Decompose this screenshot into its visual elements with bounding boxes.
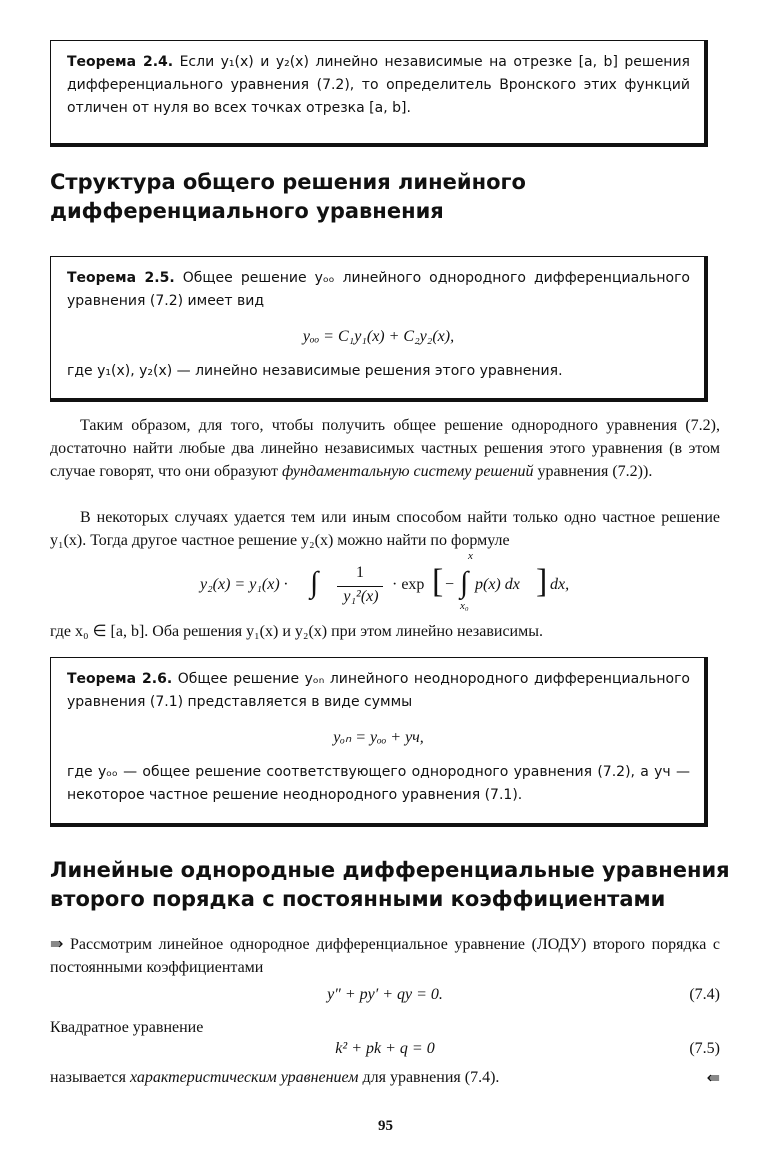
theorem-title: Теорема 2.5. (67, 270, 175, 286)
bracket-left: [ (432, 563, 444, 600)
start-arrow-icon: ⇛ (50, 934, 64, 953)
integral-sign: ∫ (310, 566, 319, 599)
theorem-formula: yₒₙ = yₒₒ + yч, (333, 729, 424, 746)
section-heading: Структура общего решения линейного дифференциального уравнения (50, 170, 526, 223)
fraction-denominator: y₁²(x) (343, 588, 379, 605)
paragraph-text: Рассмотрим линейное однородное дифференциальное уравнение (ЛОДУ) второго порядка с постоянными коэффициентами (50, 936, 721, 976)
lower-limit: x₀ (460, 600, 469, 612)
upper-limit: x (468, 550, 473, 562)
paragraph (50, 414, 720, 483)
exp-label: · exp (392, 576, 425, 593)
paragraph-text: для уравнения (7.4). (358, 1069, 500, 1086)
page-number: 95 (378, 1118, 393, 1134)
fraction-bar (337, 586, 383, 587)
section-heading: Линейные однородные дифференциальные уравнения второго порядка с постоянными коэффициентами (50, 858, 730, 911)
inner-integrand: p(x) dx (475, 576, 520, 593)
theorem-2-5-box (50, 256, 708, 402)
equation-number: (7.5) (689, 1040, 720, 1057)
italic-term: характеристическим уравнением (129, 1069, 359, 1086)
equation-formula: y″ + py′ + qy = 0. (327, 986, 443, 1003)
theorem-text-after: где yₒₒ — общее решение соответствующего однородного уравнения (7.2), а yч — некоторое частное решение неоднородного уравнения (7.1). (67, 764, 690, 803)
integral-sign: ∫ (460, 566, 469, 599)
paragraph: Квадратное уравнение (50, 1019, 204, 1036)
theorem-formula: yₒₒ = C₁y₁(x) + C₂y₂(x), (302, 328, 455, 345)
formula-lhs: y₂(x) = y₁(x) · (200, 576, 288, 593)
formula-tail: dx, (550, 576, 570, 593)
theorem-text: Если y₁(x) и y₂(x) линейно независимые на отрезке [a, b] решения дифференциального уравнения (7.2), то определитель Вронского этих функций отличен от нуля во всех точках отрезка [a, b]. (67, 54, 690, 116)
paragraph: В некоторых случаях удается тем или иным способом найти только одно частное решение y₁(x). Тогда другое частное решение y₂(x) можно найти по формуле (50, 509, 720, 549)
theorem-title: Теорема 2.4. (67, 54, 174, 70)
italic-term: фундаментальную систему решений (282, 463, 534, 480)
paragraph-text: уравнения (7.2)). (533, 463, 653, 480)
theorem-text: Общее решение yₒₒ линейного однородного дифференциального уравнения (7.2) имеет вид (67, 270, 690, 309)
theorem-text: Общее решение yₒₙ линейного неоднородного дифференциального уравнения (7.1) представляется в виде суммы (67, 671, 690, 710)
theorem-text-after: где y₁(x), y₂(x) — линейно независимые решения этого уравнения. (67, 363, 563, 379)
minus-sign: − (445, 576, 455, 593)
theorem-2-6-box (50, 657, 708, 827)
paragraph-text: Таким образом, для того, чтобы получить общее решение однородного уравнения (7.2), достаточно найти любые два линейно независимых частных решения этого уравнения (в этом случае говорят, что они образуют (50, 417, 720, 480)
liouville-formula (200, 550, 600, 620)
equation-formula: k² + pk + q = 0 (335, 1040, 435, 1057)
fraction-numerator: 1 (356, 564, 364, 581)
paragraph (50, 1066, 720, 1089)
theorem-2-4-box (50, 40, 708, 147)
paragraph: где x₀ ∈ [a, b]. Оба решения y₁(x) и y₂(x) при этом линейно независимы. (50, 623, 543, 640)
bracket-right: ] (536, 563, 548, 600)
end-arrow-icon: ⇚ (706, 1068, 720, 1087)
theorem-title: Теорема 2.6. (67, 671, 173, 687)
paragraph-text: называется (50, 1069, 130, 1086)
equation-number: (7.4) (689, 986, 720, 1003)
paragraph (50, 932, 720, 979)
